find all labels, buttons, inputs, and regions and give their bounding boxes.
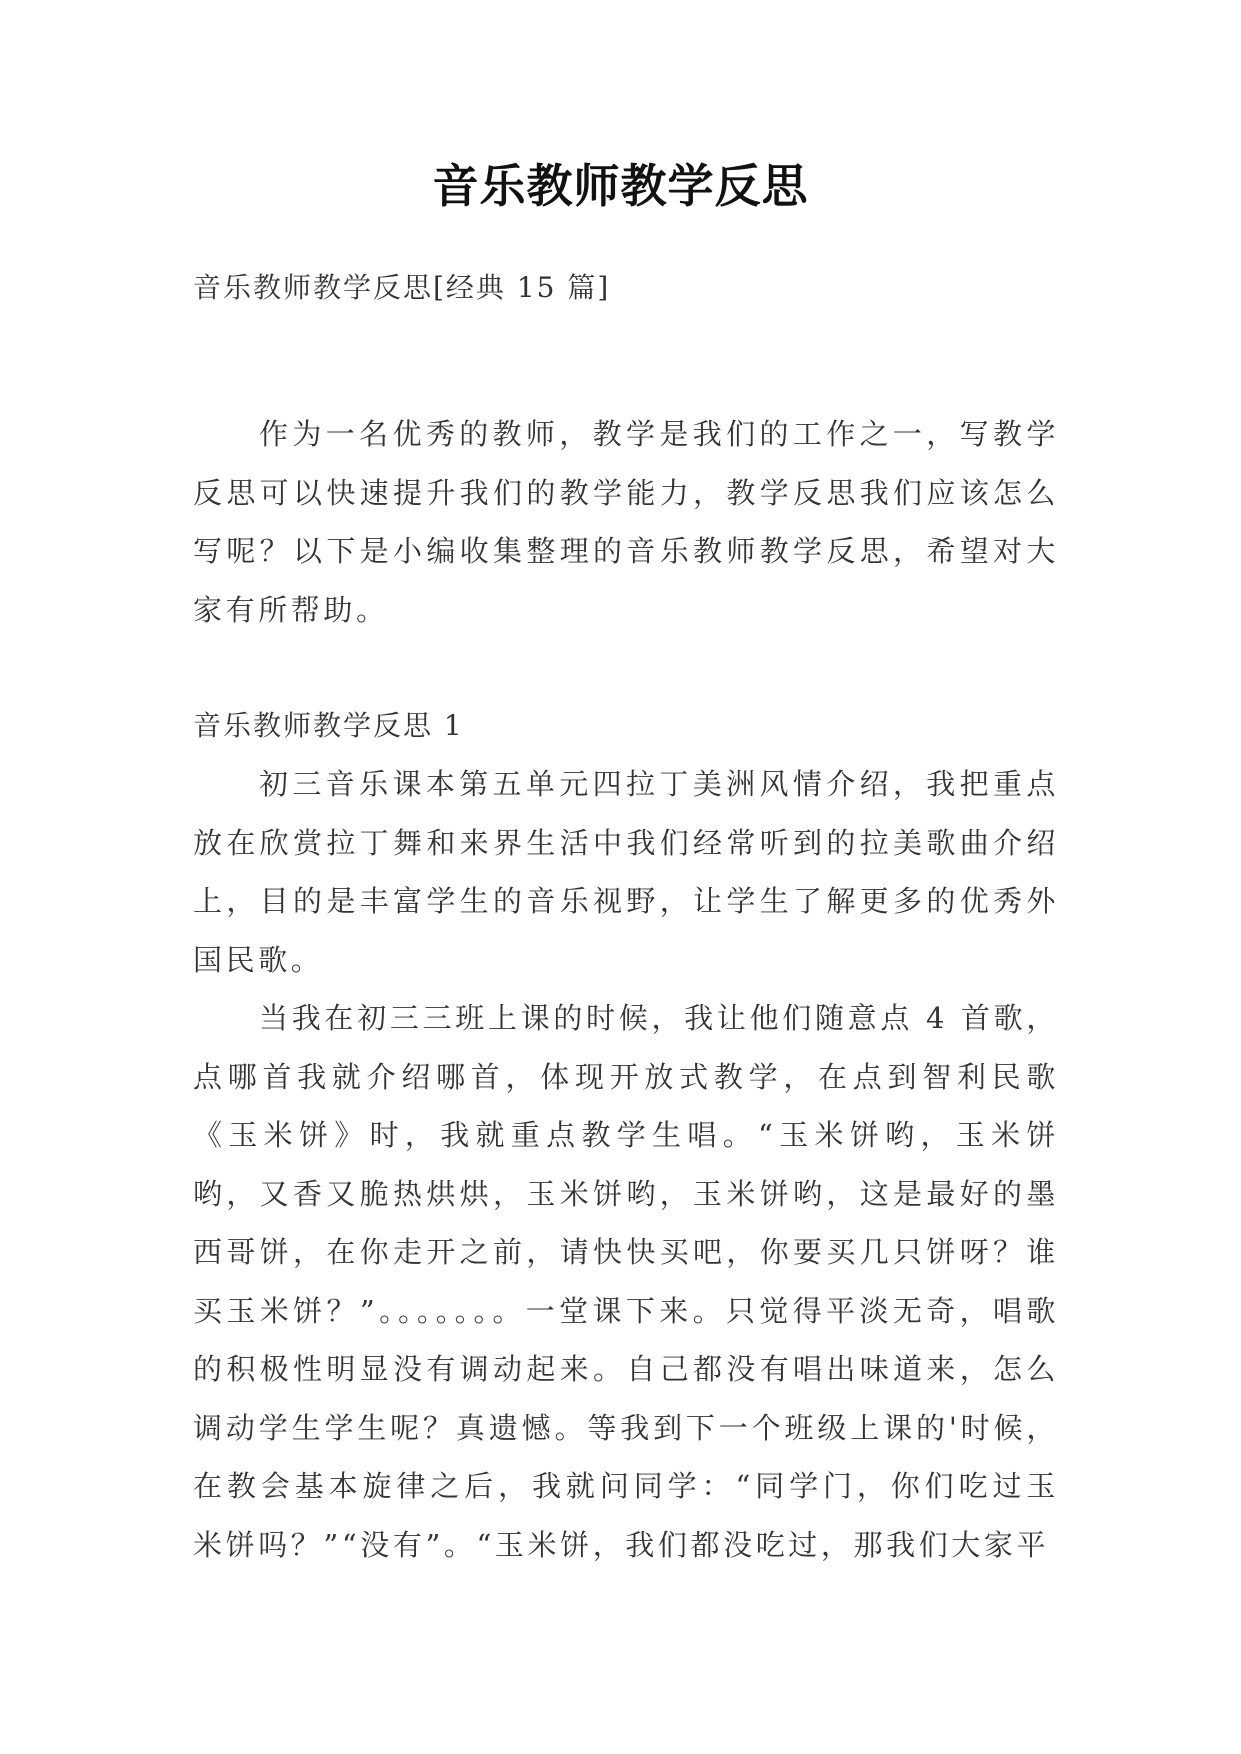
section-1-paragraph-1: 初三音乐课本第五单元四拉丁美洲风情介绍，我把重点放在欣赏拉丁舞和来界生活中我们经常听到的拉美歌曲介绍上，目的是丰富学生的音乐视野，让学生了解更多的优秀外国民歌。 — [193, 767, 1059, 977]
document-title: 音乐教师教学反思 — [432, 159, 809, 213]
intro-paragraph: 作为一名优秀的教师，教学是我们的工作之一，写教学反思可以快速提升我们的教学能力，教学反思我们应该怎么写呢？以下是小编收集整理的音乐教师教学反思，希望对大家有所帮助。 — [193, 417, 1059, 627]
document-subtitle: 音乐教师教学反思[经典 15 篇] — [193, 271, 611, 304]
section-1-paragraph-2: 当我在初三三班上课的时候，我让他们随意点 4 首歌，点哪首我就介绍哪首，体现开放式教学，在点到智利民歌《玉米饼》时，我就重点教学生唱。“玉米饼哟，玉米饼哟，又香又脆热烘烘，玉米饼哟，玉米饼哟，这是最好的墨西哥饼，在你走开之前，请快快买吧，你要买几只饼呀？谁买玉米饼？”。。。。。。。一堂课下来。只觉得平淡无奇，唱歌的积极性明显没有调动起来。自己都没有唱出味道来，怎么调动学生学生呢？真遗憾。等我到下一个班级上课的'时候，在教会基本旋律之后，我就问同学：“同学门，你们吃过玉米饼吗？”“没有”。“玉米饼，我们都没吃过，那我们大家平 — [193, 1001, 1059, 1562]
section-heading-1: 音乐教师教学反思 1 — [193, 709, 464, 742]
